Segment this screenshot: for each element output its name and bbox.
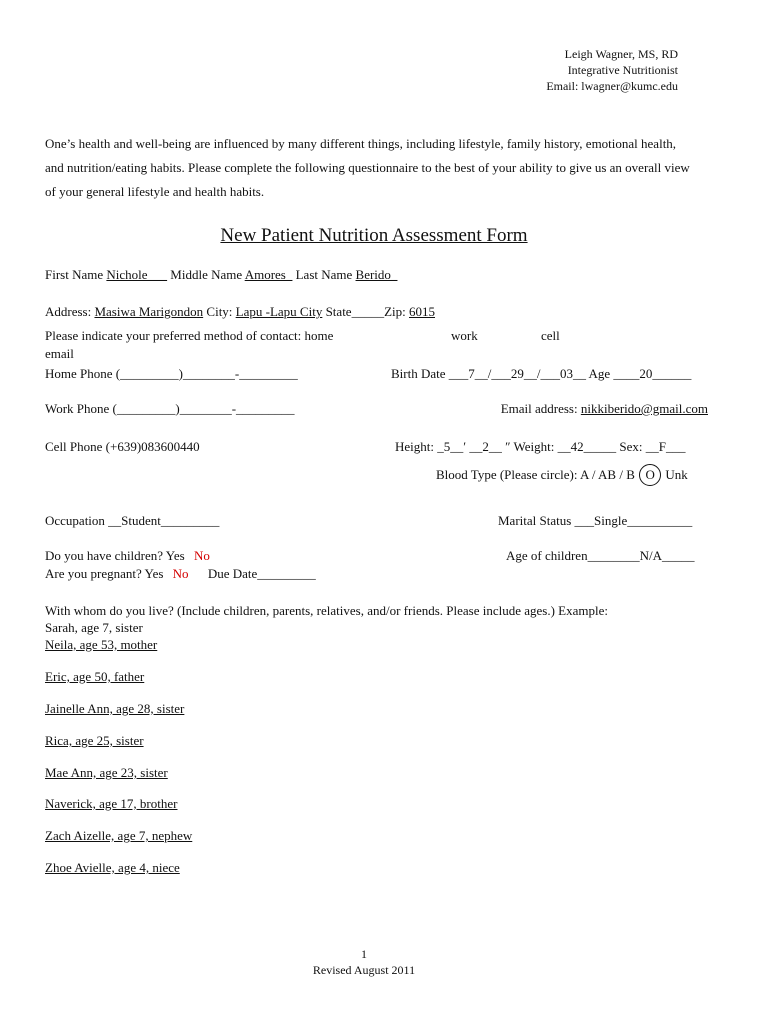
- city-field[interactable]: Lapu -Lapu City: [235, 304, 323, 319]
- age-of-children-field[interactable]: Age of children________N/A_____: [506, 548, 695, 563]
- cell-phone-field[interactable]: Cell Phone (+639)083600440: [45, 439, 200, 454]
- address-field[interactable]: Masiwa Marigondon: [94, 304, 204, 319]
- contact-option-cell[interactable]: cell: [541, 328, 560, 343]
- author-email: Email: lwagner@kumc.edu: [546, 79, 678, 93]
- first-name-field[interactable]: Nichole___: [106, 267, 168, 282]
- form-title: New Patient Nutrition Assessment Form: [220, 225, 528, 246]
- address-row: [45, 304, 435, 320]
- blood-type-options: Blood Type (Please circle): A / AB / B: [436, 467, 635, 482]
- contact-option-work[interactable]: work: [451, 328, 478, 343]
- household-member[interactable]: Mae Ann, age 23, sister: [45, 765, 168, 780]
- revision-note: Revised August 2011: [312, 963, 416, 977]
- contact-method-question: Please indicate your preferred method of contact: home: [45, 328, 334, 343]
- email-field[interactable]: nikkiberido@gmail.com: [580, 401, 708, 416]
- name-row: [45, 267, 397, 283]
- pregnant-question-row: [45, 566, 316, 582]
- intro-paragraph: One’s health and well-being are influenced by many different things, including lifestyle, family history, emotional health, and nutrition/eating habits. Please complete the following questionnaire to the best of your ability to give us an overall view of your general lifestyle and health habits.: [45, 136, 690, 199]
- author-header: [546, 46, 678, 94]
- height-weight-sex-field[interactable]: Height: _5__′ __2__ ″ Weight: __42_____ Sex: __F___: [395, 439, 686, 454]
- last-name-label: Last Name: [295, 267, 353, 282]
- blood-type-circled-option[interactable]: O: [639, 464, 661, 486]
- household-member[interactable]: Rica, age 25, sister: [45, 733, 144, 748]
- author-name: Leigh Wagner, MS, RD: [564, 47, 678, 61]
- page-footer: [0, 946, 728, 978]
- home-phone-field[interactable]: Home Phone (_________)________-_________: [45, 366, 298, 381]
- household-member[interactable]: Zach Aizelle, age 7, nephew: [45, 828, 193, 843]
- address-label: Address:: [45, 304, 92, 319]
- household-member[interactable]: Eric, age 50, father: [45, 669, 145, 684]
- occupation-field[interactable]: Occupation __Student_________: [45, 513, 220, 528]
- email-row: [501, 401, 708, 417]
- middle-name-label: Middle Name: [170, 267, 243, 282]
- household-member[interactable]: Jainelle Ann, age 28, sister: [45, 701, 185, 716]
- blood-type-row: [436, 463, 688, 487]
- contact-option-email[interactable]: email: [45, 346, 74, 361]
- pregnant-question: Are you pregnant? Yes: [45, 566, 164, 581]
- due-date-field[interactable]: Due Date_________: [207, 566, 316, 581]
- first-name-label: First Name: [45, 267, 104, 282]
- household-member[interactable]: Neila, age 53, mother: [45, 637, 158, 652]
- middle-name-field[interactable]: Amores_: [244, 267, 293, 282]
- household-member[interactable]: Zhoe Avielle, age 4, niece: [45, 860, 180, 875]
- birth-date-age-field[interactable]: Birth Date ___7__/___29__/___03__ Age ____20______: [391, 366, 692, 381]
- author-role: Integrative Nutritionist: [567, 63, 678, 77]
- children-question: Do you have children? Yes: [45, 548, 185, 563]
- pregnant-answer[interactable]: No: [172, 566, 189, 581]
- work-phone-field[interactable]: Work Phone (_________)________-_________: [45, 401, 295, 416]
- household-member[interactable]: Naverick, age 17, brother: [45, 796, 178, 811]
- last-name-field[interactable]: Berido_: [355, 267, 398, 282]
- city-label: City:: [206, 304, 233, 319]
- blood-type-unknown-option[interactable]: Unk: [665, 467, 688, 482]
- marital-status-field[interactable]: Marital Status ___Single__________: [498, 513, 693, 528]
- live-with-question: With whom do you live? (Include children, parents, relatives, and/or friends. Please include ages.) Example:: [45, 603, 608, 618]
- state-zip-label: State_____Zip:: [325, 304, 406, 319]
- email-label: Email address:: [500, 401, 578, 416]
- zip-field[interactable]: 6015: [409, 304, 435, 319]
- live-with-example: Sarah, age 7, sister: [45, 620, 143, 635]
- children-answer[interactable]: No: [193, 548, 210, 563]
- children-question-row: [45, 548, 210, 564]
- page-number: 1: [361, 947, 367, 961]
